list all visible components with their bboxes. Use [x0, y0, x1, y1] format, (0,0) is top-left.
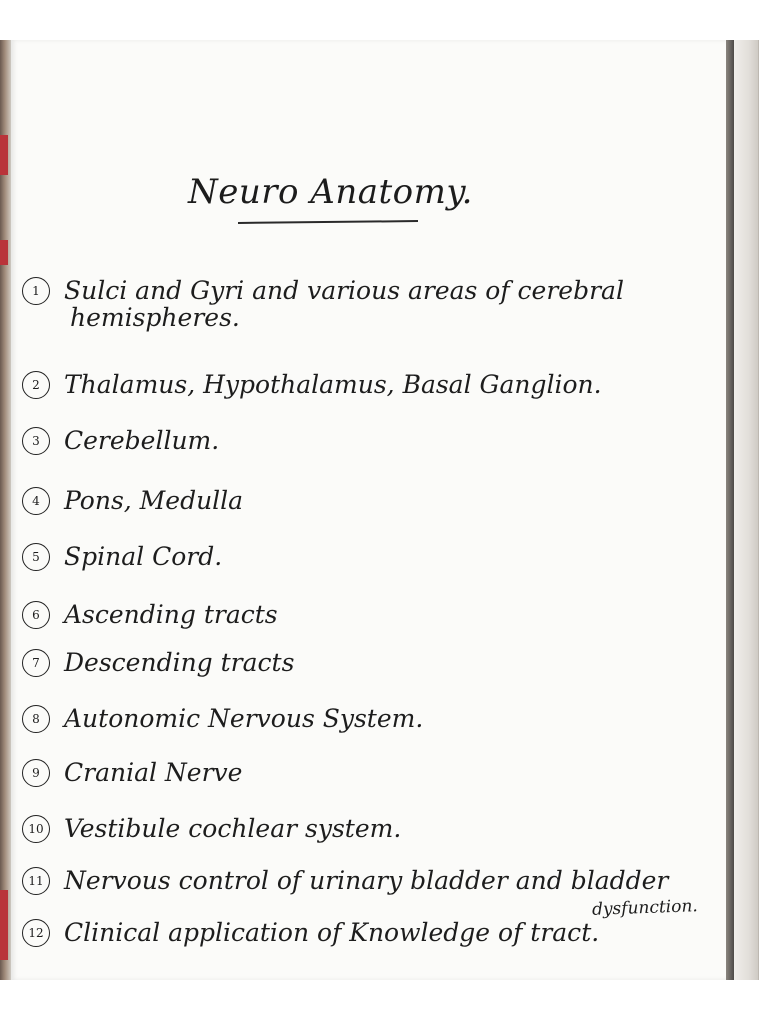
item-text: Vestibule cochlear system.	[64, 814, 402, 843]
item-number: 10	[22, 815, 50, 843]
list-item-3	[22, 424, 219, 455]
item-text: Clinical application of Knowledge of tract.	[64, 918, 600, 947]
item-text: Cerebellum.	[64, 426, 220, 455]
item-text: Ascending tracts	[64, 600, 278, 629]
item-number: 11	[22, 867, 50, 895]
list-item-2	[22, 368, 602, 399]
list-item-6	[22, 598, 278, 629]
list-item-1	[22, 274, 624, 305]
list-item-7	[22, 646, 294, 677]
page-edge-shadow	[726, 40, 734, 980]
item-number: 6	[22, 601, 50, 629]
item-text: Sulci and Gyri and various areas of cerebral	[64, 276, 624, 305]
item-number: 5	[22, 543, 50, 571]
page-title: Neuro Anatomy.	[188, 172, 473, 212]
item-number: 9	[22, 759, 50, 787]
item-text: Cranial Nerve	[64, 758, 243, 787]
item-number: 3	[22, 427, 50, 455]
background-top	[0, 0, 768, 40]
background-bottom	[0, 980, 768, 1024]
item-number: 8	[22, 705, 50, 733]
item-text: Autonomic Nervous System.	[64, 704, 424, 733]
item-text: Thalamus, Hypothalamus, Basal Ganglion.	[64, 370, 602, 399]
item-11-continuation: dysfunction.	[591, 896, 699, 920]
item-text: Descending tracts	[64, 648, 295, 677]
edge-mark-red	[0, 890, 8, 960]
item-number: 4	[22, 487, 50, 515]
item-number: 2	[22, 371, 50, 399]
item-number: 7	[22, 649, 50, 677]
list-item-12	[22, 916, 599, 947]
edge-mark-red	[0, 135, 8, 175]
item-1-continuation: hemispheres.	[70, 303, 240, 332]
list-item-10	[22, 812, 401, 843]
list-item-5	[22, 540, 222, 571]
list-item-9	[22, 756, 242, 787]
edge-mark-red	[0, 240, 8, 265]
list-item-11	[22, 864, 668, 895]
underlying-pages	[734, 40, 759, 980]
list-item-4	[22, 484, 243, 515]
item-text: Spinal Cord.	[64, 542, 223, 571]
item-number: 1	[22, 277, 50, 305]
item-number: 12	[22, 919, 50, 947]
item-text: Nervous control of urinary bladder and bladder	[64, 866, 669, 895]
item-text: Pons, Medulla	[64, 486, 244, 515]
list-item-8	[22, 702, 423, 733]
